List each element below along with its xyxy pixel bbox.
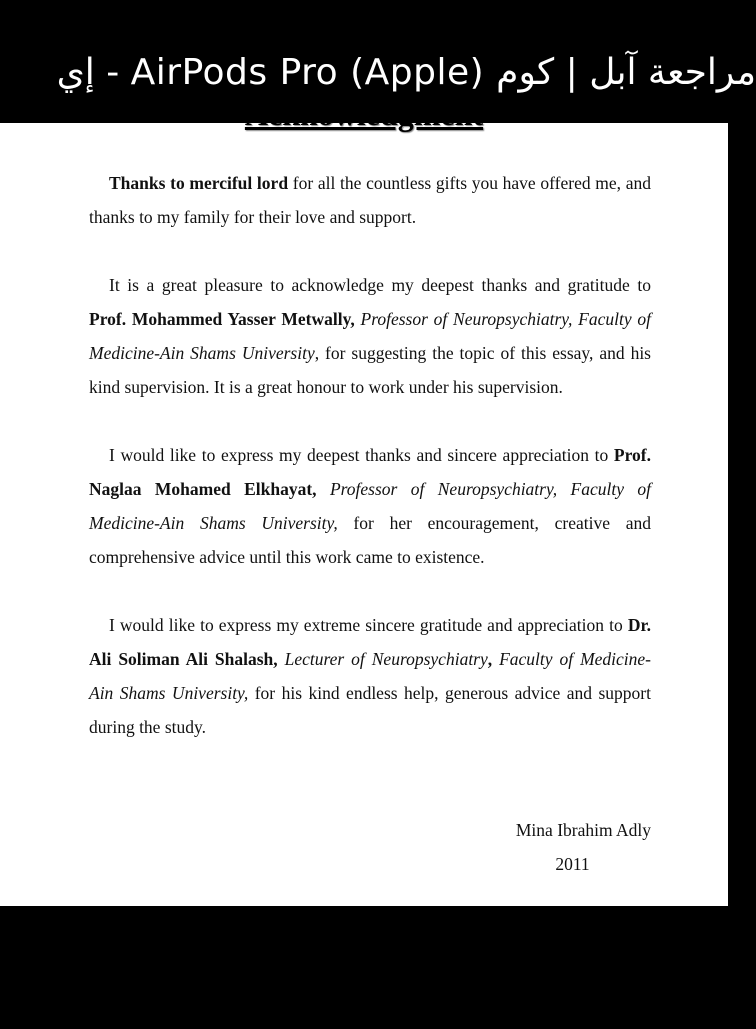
text-segment: Lecturer of Neuropsychiatry — [277, 649, 488, 669]
text-segment: for his kind endless help, generous advice and support during the study. — [89, 683, 651, 737]
text-segment: Faculty of Medicine-Ain Shams University, — [89, 649, 652, 703]
video-title-bar — [0, 0, 756, 123]
text-segment: I would like to express my deepest thanks and sincere appreciation to — [109, 445, 614, 465]
text-segment: I would like to express my extreme sincere gratitude and appreciation to — [109, 615, 628, 635]
text-segment: , — [487, 649, 493, 669]
text-segment: for her encouragement, creative and comprehensive advice until this work came to existence. — [89, 513, 651, 567]
text-segment: Professor of Neuropsychiatry, Faculty of Medicine-Ain Shams University — [89, 309, 651, 363]
video-title: إي - AirPods Pro (Apple) مراجعة آبل | كوم — [56, 52, 756, 93]
signature-year: 2011 — [555, 854, 590, 874]
text-segment: Thanks to merciful lord — [109, 173, 289, 193]
paragraph-2 — [89, 268, 651, 404]
text-segment: Professor of Neuropsychiatry, Faculty of Medicine-Ain Shams University, — [89, 479, 651, 533]
signature-block — [470, 813, 651, 881]
paragraph-4 — [89, 608, 651, 744]
signature-name: Mina Ibrahim Adly — [515, 820, 651, 840]
text-segment: Prof. Mohammed Yasser Metwally, — [89, 309, 355, 329]
text-segment: for all the countless gifts you have offered me, and thanks to my family for their love and support. — [89, 173, 651, 227]
text-segment: , for suggesting the topic of this essay, and his kind supervision. It is a great honour to work under his supervision. — [89, 343, 651, 397]
text-segment: Dr. Ali Soliman Ali Shalash, — [89, 615, 651, 669]
text-segment: Prof. Naglaa Mohamed Elkhayat, — [89, 445, 651, 499]
paragraph-1 — [89, 166, 651, 234]
paragraph-3 — [89, 438, 651, 574]
bottom-black-bar — [0, 906, 728, 1029]
document-body — [89, 166, 651, 778]
text-segment: It is a great pleasure to acknowledge my deepest thanks and gratitude to — [109, 275, 651, 295]
